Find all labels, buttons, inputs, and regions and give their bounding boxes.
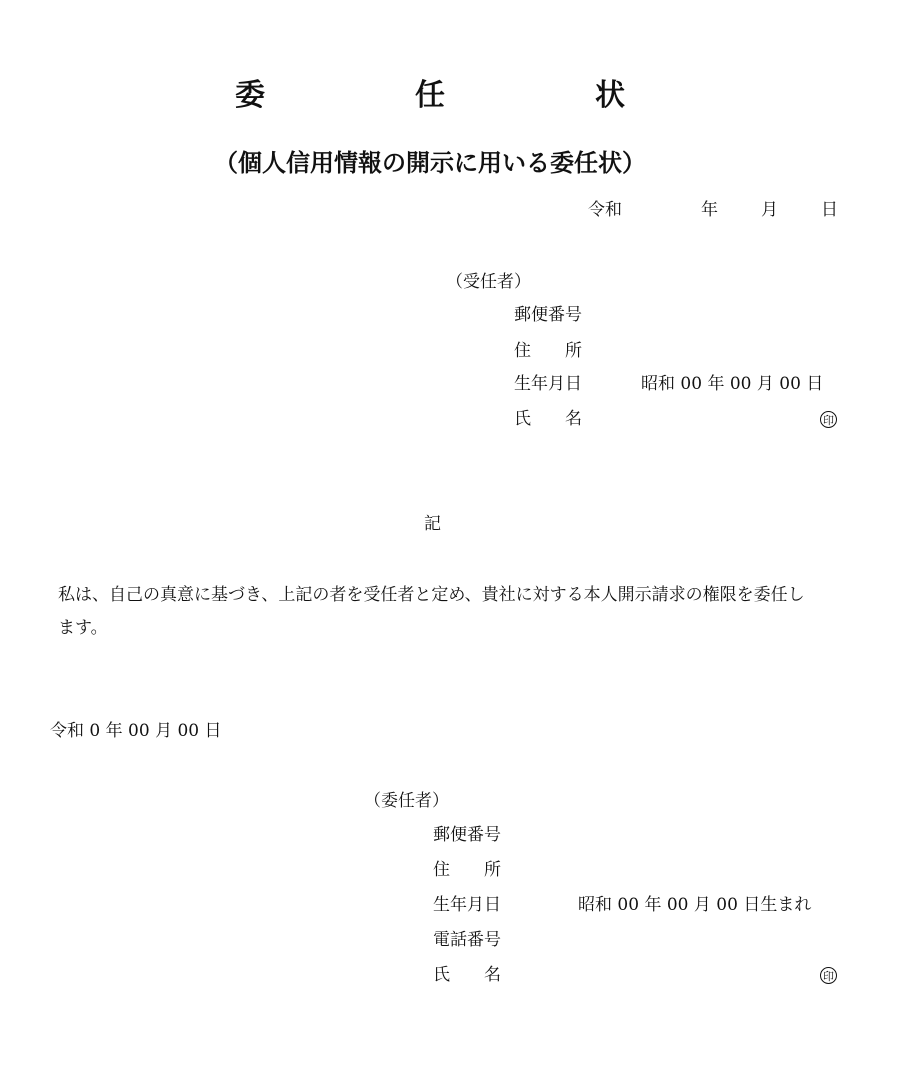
agent-seal-mark [820, 409, 837, 428]
document-subtitle: （個人信用情報の開示に用いる委任状） [214, 149, 646, 177]
agent-heading: （受任者） [446, 272, 531, 292]
principal-birth-value: 昭和 00 年 00 月 00 日生まれ [578, 895, 812, 915]
principal-address-label: 住 所 [433, 860, 501, 880]
seal-icon: 印 [820, 967, 837, 984]
ki-heading: 記 [424, 514, 441, 534]
principal-heading: （委任者） [364, 791, 449, 811]
principal-phone-label: 電話番号 [433, 930, 501, 950]
agent-postal-label: 郵便番号 [514, 305, 582, 325]
delegation-statement: 私は、自己の真意に基づき、上記の者を受任者と定め、貴社に対する本人開示請求の権限を委任します。 [58, 585, 805, 638]
agent-address-label: 住 所 [514, 341, 582, 361]
header-date-day-unit: 日 [821, 200, 838, 220]
document-title: 委 任 状 [235, 78, 685, 113]
principal-seal-mark [820, 965, 837, 984]
header-date-year-unit: 年 [701, 200, 718, 220]
seal-icon: 印 [820, 411, 837, 428]
agent-birth-label: 生年月日 [514, 374, 582, 394]
agent-birth-value: 昭和 00 年 00 月 00 日 [641, 374, 824, 394]
header-date [588, 199, 838, 221]
principal-name-label: 氏 名 [433, 965, 501, 985]
header-date-month-unit: 月 [761, 200, 778, 220]
header-date-era: 令和 [588, 200, 622, 220]
principal-birth-label: 生年月日 [433, 895, 501, 915]
agent-name-label: 氏 名 [514, 409, 582, 429]
signing-date: 令和 0 年 00 月 00 日 [50, 721, 222, 741]
principal-postal-label: 郵便番号 [433, 825, 501, 845]
